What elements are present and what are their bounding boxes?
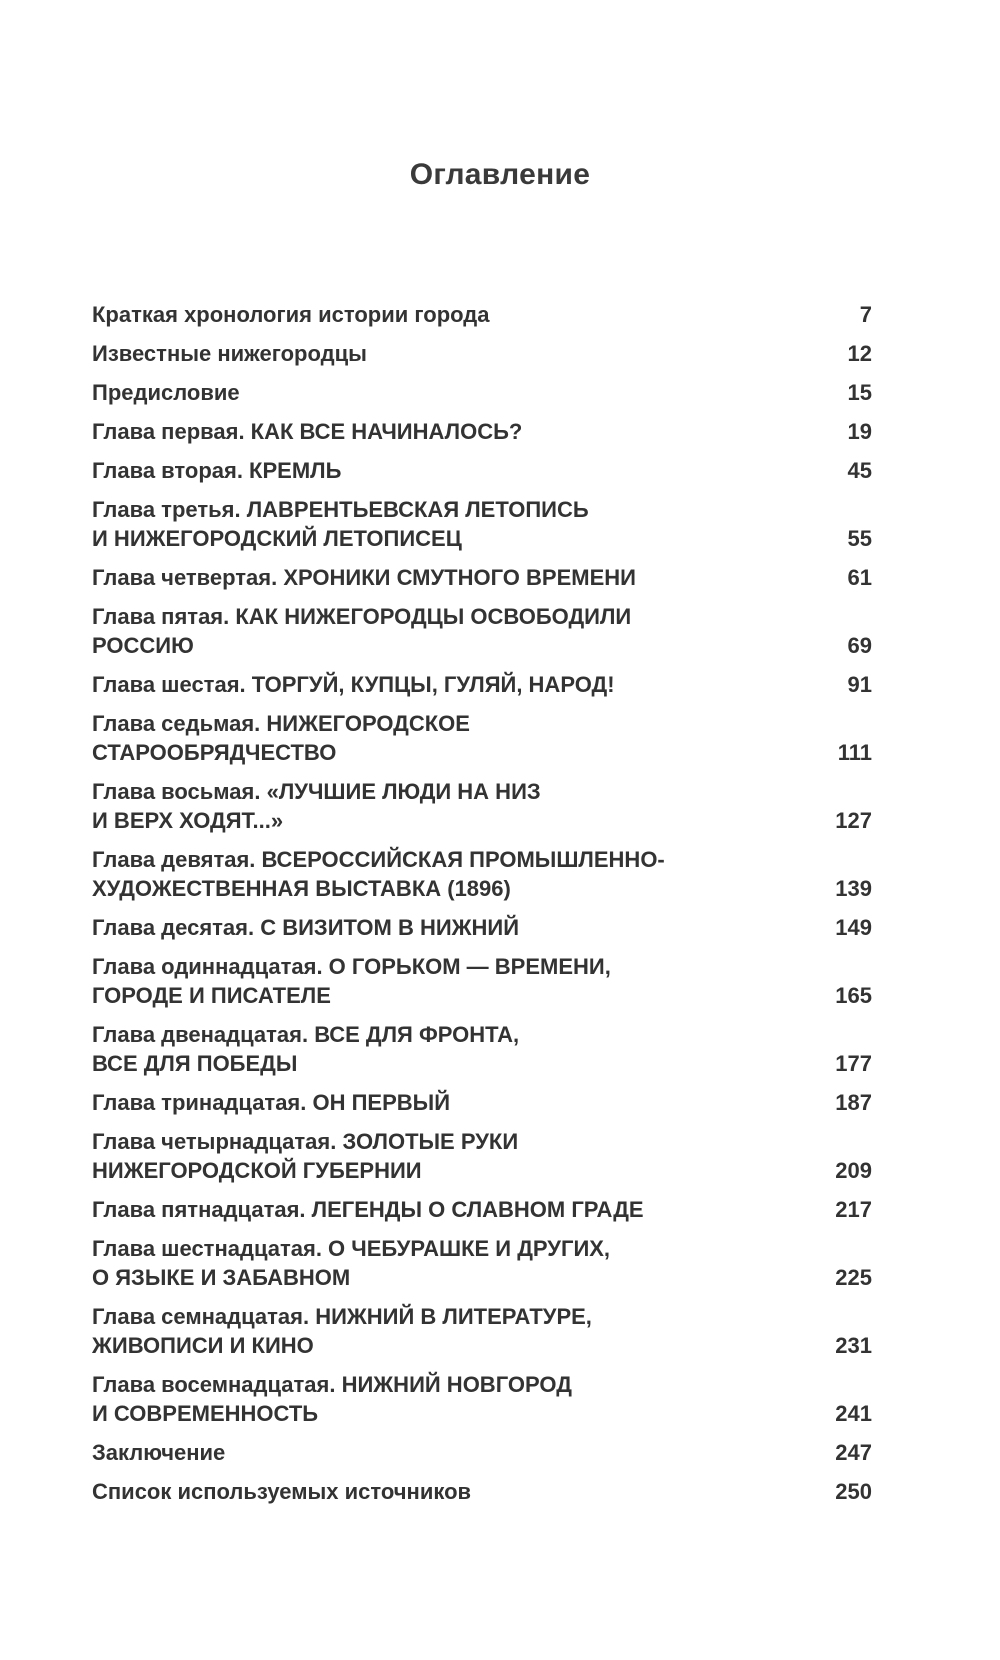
toc-entry-title: Краткая хронология истории города — [92, 302, 490, 327]
toc-entry-title: Известные нижегородцы — [92, 341, 367, 366]
toc-entry — [92, 602, 872, 660]
toc-entry-page: 111 — [837, 740, 872, 765]
toc-entry-page: 187 — [835, 1090, 872, 1115]
toc-entry — [92, 1477, 872, 1506]
table-of-contents — [92, 300, 872, 1516]
toc-entry — [92, 913, 872, 942]
toc-entry-page: 165 — [835, 983, 872, 1008]
toc-entry — [92, 952, 872, 1010]
toc-entry-title: Глава семнадцатая. НИЖНИЙ В ЛИТЕРАТУРЕ, ЖИВОПИСИ И КИНО — [92, 1304, 592, 1358]
toc-entry — [92, 1438, 872, 1467]
toc-entry-page: 55 — [847, 526, 872, 551]
toc-entry-title: Глава третья. ЛАВРЕНТЬЕВСКАЯ ЛЕТОПИСЬ И НИЖЕГОРОДСКИЙ ЛЕТОПИСЕЦ — [92, 497, 589, 551]
toc-entry — [92, 709, 872, 767]
toc-entry-title: Список используемых источников — [92, 1479, 472, 1504]
toc-entry — [92, 1195, 872, 1224]
toc-entry-page: 91 — [847, 672, 872, 697]
toc-entry-title: Глава четырнадцатая. ЗОЛОТЫЕ РУКИ НИЖЕГОРОДСКОЙ ГУБЕРНИИ — [92, 1129, 519, 1183]
toc-entry-title: Глава тринадцатая. ОН ПЕРВЫЙ — [92, 1090, 451, 1115]
toc-entry-title: Глава одиннадцатая. О ГОРЬКОМ — ВРЕМЕНИ, ГОРОДЕ И ПИСАТЕЛЕ — [92, 954, 611, 1008]
toc-entry-page: 149 — [835, 915, 872, 940]
toc-entry-page: 69 — [847, 633, 872, 658]
toc-entry-title: Глава пятая. КАК НИЖЕГОРОДЦЫ ОСВОБОДИЛИ РОССИЮ — [92, 604, 632, 658]
toc-entry — [92, 845, 872, 903]
toc-entry-title: Заключение — [92, 1440, 226, 1465]
toc-entry-title: Глава восемнадцатая. НИЖНИЙ НОВГОРОД И СОВРЕМЕННОСТЬ — [92, 1372, 572, 1426]
toc-entry-title: Глава первая. КАК ВСЕ НАЧИНАЛОСЬ? — [92, 419, 523, 444]
toc-entry-title: Глава двенадцатая. ВСЕ ДЛЯ ФРОНТА, ВСЕ ДЛЯ ПОБЕДЫ — [92, 1022, 520, 1076]
toc-entry-page: 241 — [835, 1401, 872, 1426]
toc-entry — [92, 1088, 872, 1117]
toc-entry-page: 231 — [835, 1333, 872, 1358]
toc-entry-page: 15 — [847, 380, 872, 405]
toc-entry-title: Глава шестнадцатая. О ЧЕБУРАШКЕ И ДРУГИХ, О ЯЗЫКЕ И ЗАБАВНОМ — [92, 1236, 611, 1290]
toc-entry-page: 45 — [847, 458, 872, 483]
toc-entry-page: 61 — [847, 565, 872, 590]
toc-entry-title: Глава седьмая. НИЖЕГОРОДСКОЕ СТАРООБРЯДЧЕСТВО — [92, 711, 470, 765]
toc-entry — [92, 456, 872, 485]
toc-entry-title: Глава четвертая. ХРОНИКИ СМУТНОГО ВРЕМЕНИ — [92, 565, 636, 590]
toc-entry — [92, 1370, 872, 1428]
toc-entry — [92, 1234, 872, 1292]
toc-entry-title: Глава шестая. ТОРГУЙ, КУПЦЫ, ГУЛЯЙ, НАРОД! — [92, 672, 615, 697]
toc-entry-title: Глава вторая. КРЕМЛЬ — [92, 458, 342, 483]
toc-entry-page: 250 — [835, 1479, 872, 1504]
toc-entry — [92, 1020, 872, 1078]
toc-entry — [92, 378, 872, 407]
toc-entry — [92, 495, 872, 553]
toc-entry — [92, 1127, 872, 1185]
toc-entry — [92, 339, 872, 368]
toc-entry — [92, 300, 872, 329]
toc-entry — [92, 563, 872, 592]
toc-entry — [92, 1302, 872, 1360]
toc-entry-page: 7 — [859, 302, 872, 327]
toc-entry-page: 225 — [835, 1265, 872, 1290]
toc-entry-page: 12 — [847, 341, 872, 366]
toc-entry-page: 177 — [835, 1051, 872, 1076]
toc-entry-page: 217 — [835, 1197, 872, 1222]
toc-entry — [92, 670, 872, 699]
toc-entry-title: Глава восьмая. «ЛУЧШИЕ ЛЮДИ НА НИЗ И ВЕРХ ХОДЯТ...» — [92, 779, 541, 833]
toc-entry — [92, 417, 872, 446]
toc-entry-page: 127 — [835, 808, 872, 833]
toc-entry — [92, 777, 872, 835]
toc-entry-title: Глава пятнадцатая. ЛЕГЕНДЫ О СЛАВНОМ ГРАДЕ — [92, 1197, 644, 1222]
toc-entry-page: 19 — [847, 419, 872, 444]
page-title: Оглавление — [409, 158, 591, 191]
toc-entry-page: 209 — [835, 1158, 872, 1183]
toc-entry-title: Глава десятая. С ВИЗИТОМ В НИЖНИЙ — [92, 915, 520, 940]
toc-entry-page: 247 — [835, 1440, 872, 1465]
toc-entry-page: 139 — [835, 876, 872, 901]
toc-entry-title: Предисловие — [92, 380, 240, 405]
toc-entry-title: Глава девятая. ВСЕРОССИЙСКАЯ ПРОМЫШЛЕННО- ХУДОЖЕСТВЕННАЯ ВЫСТАВКА (1896) — [92, 847, 665, 901]
